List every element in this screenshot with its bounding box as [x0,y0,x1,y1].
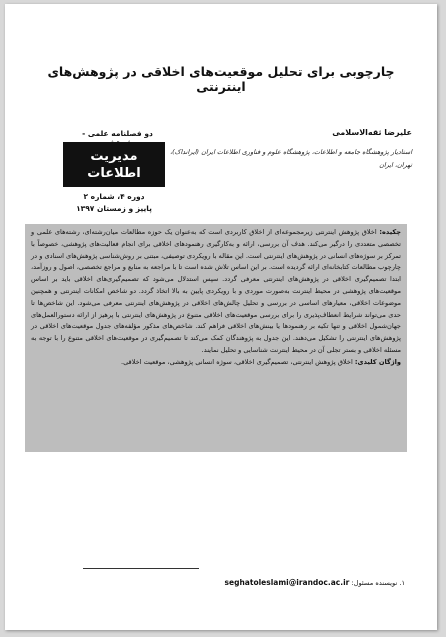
journal-logo-line1: مدیریت [90,148,138,164]
issue-season: پاییز و زمستان ۱۳۹۷ [76,204,152,213]
paper-page [5,4,437,630]
journal-type: دو فصلنامه علمی - [82,129,153,138]
article-title: چارچوبی برای تحلیل موقعیت‌های اخلاقی در پژوهش‌های اینترنتی [47,64,395,94]
abstract-label: چکیده: [379,228,401,236]
abstract-box [25,224,407,452]
journal-issue [63,191,165,215]
footnote-label: ۱. نویسنده مسئول: [351,579,405,587]
footnote-divider [83,568,199,569]
footnote [205,578,405,587]
author-affiliation [132,146,412,172]
journal-logo-line2: اطلاعات [87,165,141,181]
abstract-text: اخلاق پژوهش اینترنتی زیرمجموعه‌ای از اخلاق کاربردی است که به‌عنوان یک حوزه مطالعات میان‌رشته‌ای، رشته‌های علمی و تخصصی متعددی را درگیر می‌کند. هدف آن بررسی، ارائه و به‌کارگیری رهنمودهای اخلاقی برای انجام فعالیت‌های پژوهشی، خصوصاً با تمرکز بر سوژه‌های انسانی در پژوهش‌های اینترنتی است. این مقاله با رویکردی توصیفی، مبتنی بر روش‌شناسی پژوهش‌های اسنادی و در چارچوب مطالعات کتابخانه‌ای ارائه گردیده است. بر این اساس تلاش شده است تا با مراجعه به منابع و مراجع تخصصی، اصول و روزآمد، ابتدا تصمیم‌گیری اخلاقی در پژوهش‌های اینترنتی معرفی گردد. سپس استدلال می‌شود که تصمیم‌گیری‌های اخلاقی باید بر اساس موقعیت‌های پژوهشی در محیط اینترنت به‌صورت موردی و با رویکردی پایین به بالا اتخاذ گردد. دو شاخص امکانات اینترنتی و همچنین موضوعات اخلاقی، معیارهای اساسی در بررسی و تحلیل چالش‌های اخلاقی در پژوهش‌های اینترنتی معرفی می‌شود. این شاخص‌ها تا حدی می‌تواند شرایط انعطاف‌پذیری را برای بررسی موقعیت‌های اخلاقی متنوع در پژوهش‌های اینترنتی با پرهیز از ارائه دستورالعمل‌های جهان‌شمول اخلاقی و تنها تکیه بر رهنمودها یا بینش‌های اخلاقی فراهم کند. شاخص‌های مذکور مؤلفه‌های جدول موقعیت‌های اخلاقی در پژوهش‌های اینترنتی را تشکیل می‌دهند. این جدول به پژوهندگان کمک می‌کند تا تصمیم‌گیری در موقعیت‌های اخلاقی متنوع را با توجه به مسئله اخلاقی و بستر تجلی آن در محیط اینترنت شناسایی و تحلیل نمایند. [30,228,401,354]
affiliation-line1: استادیار پژوهشگاه جامعه و اطلاعات، پژوهشگاه علوم و فناوری اطلاعات ایران (ایرانداک)، [170,148,412,156]
keywords-text: اخلاق پژوهش اینترنتی، تصمیم‌گیری اخلاقی، سوژه انسانی پژوهشی، موقعیت اخلاقی. [120,357,353,366]
corresponding-email[interactable]: seghatoleslami@irandoc.ac.ir [224,578,350,587]
keywords-label: واژگان کلیدی: [354,357,401,366]
author-name: علیرضا ثقه‌الاسلامی [332,128,412,137]
issue-volume: دوره ۴، شماره ۲ [83,192,145,201]
affiliation-line2: تهران، ایران [379,161,412,169]
